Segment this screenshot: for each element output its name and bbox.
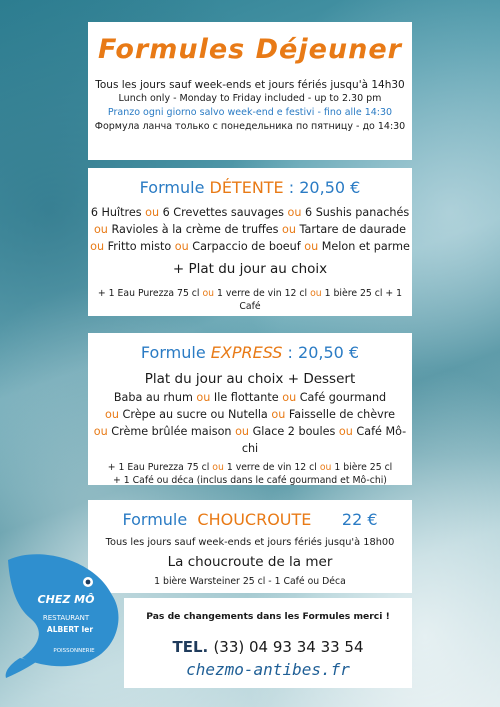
choucroute-title xyxy=(88,500,412,530)
logo-line2: ALBERT Ier xyxy=(46,625,94,634)
phone-number: (33) 04 93 34 33 54 xyxy=(213,638,364,656)
formule-choucroute xyxy=(88,500,412,593)
detente-row-3 xyxy=(88,238,412,255)
logo-name: CHEZ MÔ xyxy=(37,593,95,606)
website-link[interactable]: chezmo-antibes.fr xyxy=(186,660,350,679)
drink-item: 1 verre de vin 12 cl xyxy=(226,462,317,473)
drink-item: 1 verre de vin 12 cl xyxy=(217,288,308,299)
or-separator: ou xyxy=(212,462,224,473)
menu-item: Crème brûlée maison xyxy=(111,425,232,438)
choucroute-name: CHOUCROUTE xyxy=(197,510,312,529)
or-separator: ou xyxy=(93,223,108,236)
choucroute-prefix: Formule xyxy=(122,510,188,529)
drink-item: + 1 Eau Purezza 75 cl xyxy=(97,288,200,299)
detente-main: + Plat du jour au choix xyxy=(172,261,328,277)
menu-item: 6 Sushis panachés xyxy=(305,206,410,219)
choucroute-drinks: 1 bière Warsteiner 25 cl - 1 Café ou Déca xyxy=(154,576,346,587)
header-panel xyxy=(88,22,412,160)
or-separator: ou xyxy=(174,240,189,253)
detente-title xyxy=(88,168,412,198)
express-name: EXPRESS xyxy=(210,343,283,362)
or-separator: ou xyxy=(304,240,319,253)
menu-item: Ile flottante xyxy=(213,391,279,404)
choucroute-hours: Tous les jours sauf week-ends et jours fériés jusqu'à 18h00 xyxy=(105,537,395,548)
menu-item: Café Mô-chi xyxy=(241,425,407,455)
page-title: Formules Déjeuner xyxy=(98,34,402,65)
or-separator: ou xyxy=(338,425,353,438)
express-drinks xyxy=(88,461,412,474)
hours-en: Lunch only - Monday to Friday included - up to 2.30 pm xyxy=(118,93,382,104)
or-separator: ou xyxy=(310,288,322,299)
express-row-1 xyxy=(88,389,412,406)
menu-item: Melon et parme xyxy=(321,240,410,253)
hours-ru: Формула ланча только с понедельника по пятницу - до 14:30 xyxy=(94,121,406,132)
or-separator: ou xyxy=(105,408,119,421)
choucroute-price: 22 € xyxy=(341,510,378,529)
or-separator: ou xyxy=(90,240,105,253)
express-price: : 20,50 € xyxy=(287,343,360,362)
menu-item: Carpaccio de boeuf xyxy=(192,240,301,253)
menu-item: Café gourmand xyxy=(299,391,387,404)
express-main: Plat du jour au choix + Dessert xyxy=(144,371,356,387)
or-separator: ou xyxy=(145,206,160,219)
or-separator: ou xyxy=(271,408,286,421)
menu-item: 6 Huîtres xyxy=(90,206,142,219)
logo-line1: RESTAURANT xyxy=(42,614,90,622)
menu-item: Fritto misto xyxy=(107,240,172,253)
chez-mo-fish-logo xyxy=(0,540,130,680)
or-separator: ou xyxy=(282,391,297,404)
drink-item: 1 bière 25 cl + 1 Café xyxy=(239,288,403,312)
or-separator: ou xyxy=(282,223,296,236)
detente-row-2 xyxy=(88,221,412,238)
express-row-2 xyxy=(88,406,412,423)
formule-express xyxy=(88,333,412,485)
detente-row-1 xyxy=(88,204,412,221)
menu-item: 6 Crevettes sauvages xyxy=(162,206,284,219)
formule-detente xyxy=(88,168,412,316)
or-separator: ou xyxy=(202,288,215,299)
drink-item: + 1 Eau Purezza 75 cl xyxy=(107,462,210,473)
phone xyxy=(124,638,412,656)
hours-fr: Tous les jours sauf week-ends et jours fériés jusqu'à 14h30 xyxy=(95,79,405,91)
express-row-3 xyxy=(88,423,412,457)
or-separator: ou xyxy=(235,425,250,438)
or-separator: ou xyxy=(319,462,332,473)
detente-price: : 20,50 € xyxy=(288,178,361,197)
detente-drinks xyxy=(88,287,412,313)
menu-item: Baba au rhum xyxy=(113,391,193,404)
phone-label: TEL. xyxy=(172,638,209,656)
or-separator: ou xyxy=(93,425,108,438)
menu-item: Crèpe au sucre ou Nutella xyxy=(122,408,268,421)
footer-panel xyxy=(124,598,412,688)
express-coffee: + 1 Café ou déca (inclus dans le café gourmand et Mô-chi) xyxy=(113,475,387,486)
express-title xyxy=(88,333,412,363)
no-changes-note: Pas de changements dans les Formules merci ! xyxy=(146,611,390,622)
menu-item: Tartare de daurade xyxy=(299,223,407,236)
choucroute-main: La choucroute de la mer xyxy=(167,554,333,570)
menu-item: Ravioles à la crème de truffes xyxy=(111,223,279,236)
menu-item: Faisselle de chèvre xyxy=(288,408,395,421)
menu-item: Glace 2 boules xyxy=(252,425,336,438)
hours-it: Pranzo ogni giorno salvo week-end e festivi - fino alle 14:30 xyxy=(107,107,393,118)
detente-name: DÉTENTE xyxy=(209,178,284,197)
drink-item: 1 bière 25 cl xyxy=(334,462,393,473)
or-separator: ou xyxy=(287,206,302,219)
express-prefix: Formule xyxy=(140,343,206,362)
or-separator: ou xyxy=(196,391,211,404)
logo-line3: POISSONNERIE xyxy=(53,648,95,654)
detente-prefix: Formule xyxy=(139,178,205,197)
